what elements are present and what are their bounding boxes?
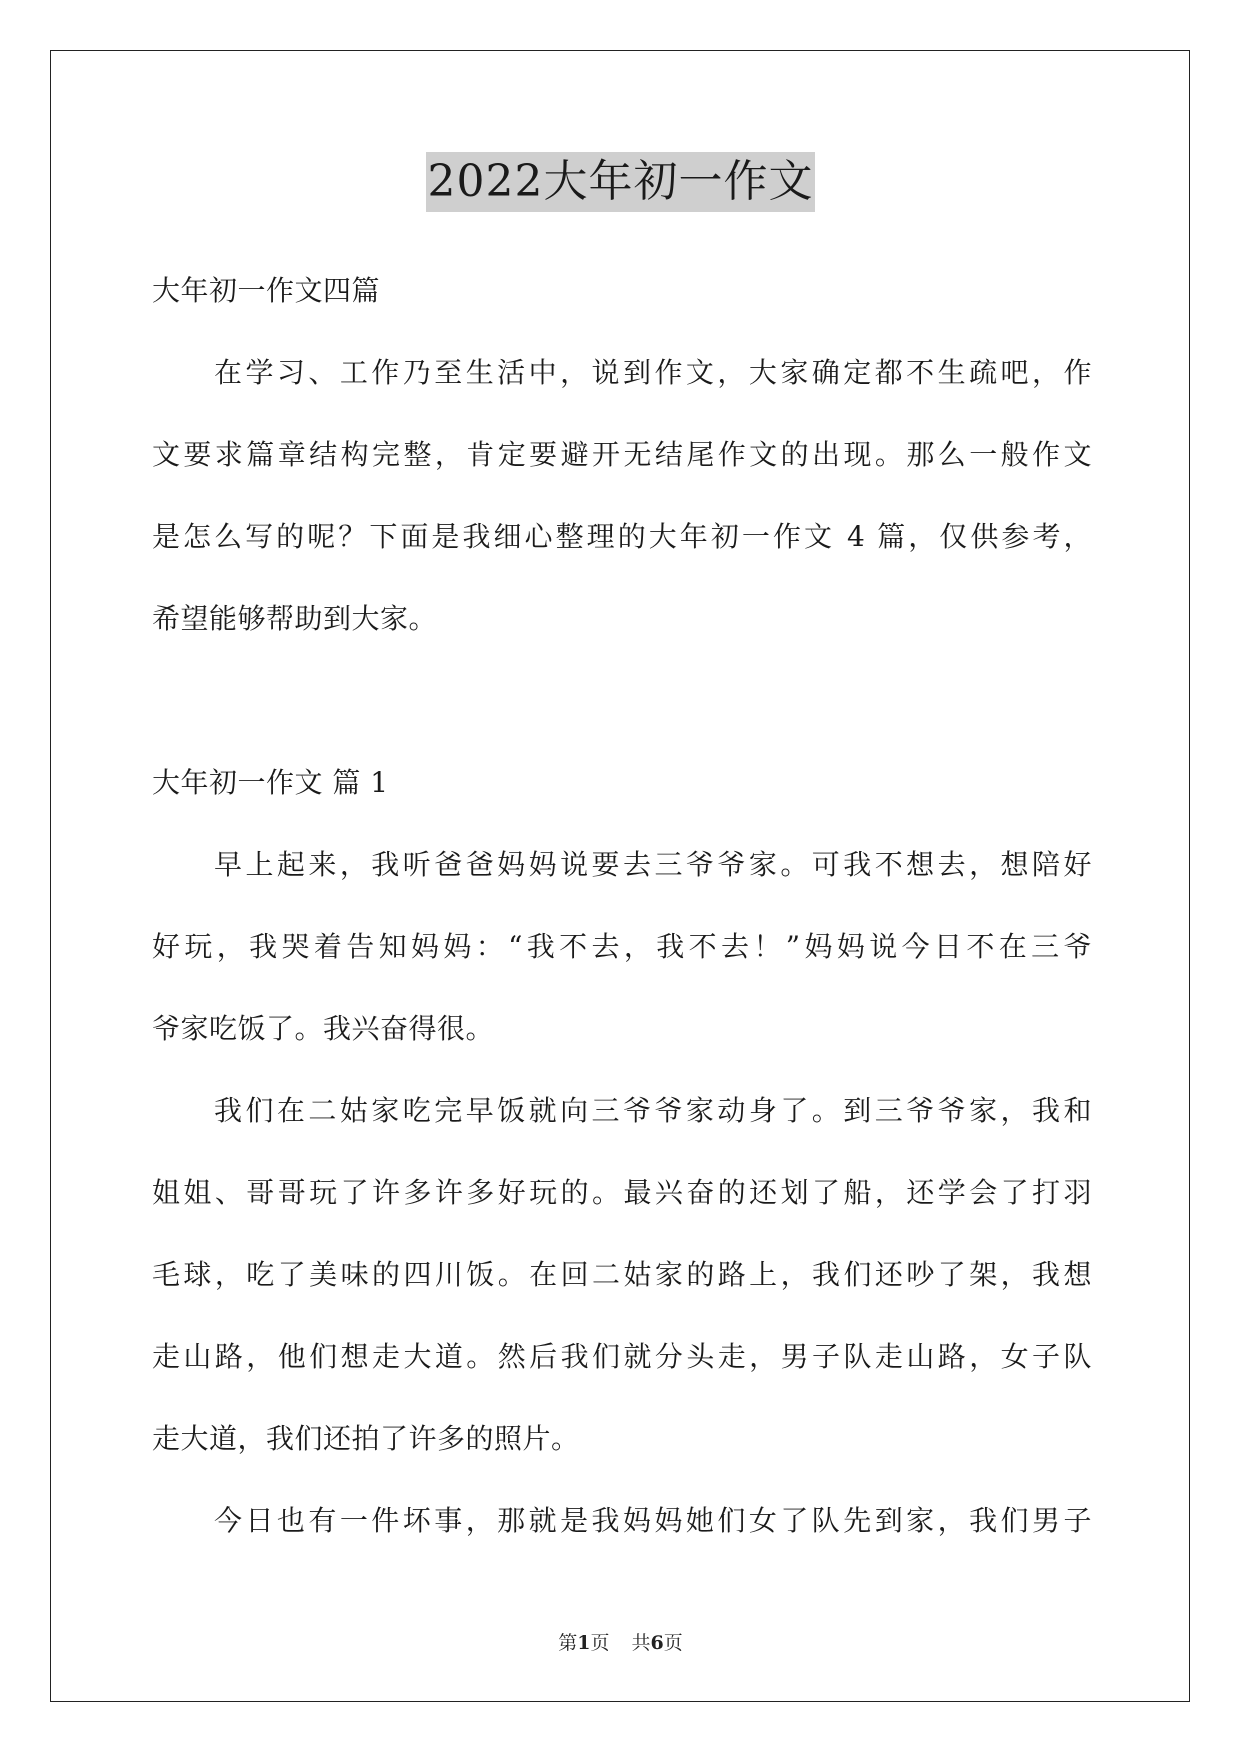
paragraph-line: 爷家吃饭了。我兴奋得很。 [152, 1012, 495, 1045]
paragraph-line: 在学习、工作乃至生活中，说到作文，大家确定都不生疏吧，作 [214, 356, 1092, 389]
paragraph-line: 我们在二姑家吃完早饭就向三爷爷家动身了。到三爷爷家，我和 [214, 1094, 1092, 1127]
total-page-number: 6 [650, 1632, 664, 1654]
paragraph-line: 希望能够帮助到大家。 [152, 602, 438, 635]
paragraph-line: 是怎么写的呢？下面是我细心整理的大年初一作文 4 篇，仅供参考， [152, 520, 1092, 553]
title-container [0, 152, 1241, 212]
section-heading: 大年初一作文 篇 1 [152, 766, 389, 799]
paragraph-line: 早上起来，我听爸爸妈妈说要去三爷爷家。可我不想去，想陪好 [214, 848, 1092, 881]
page-label-suffix: 页 [590, 1632, 610, 1654]
paragraph-line: 走大道，我们还拍了许多的照片。 [152, 1422, 580, 1455]
section-heading: 大年初一作文四篇 [152, 274, 381, 307]
paragraph-line: 好玩，我哭着告知妈妈：“我不去，我不去！”妈妈说今日不在三爷 [152, 930, 1092, 963]
paragraph-line: 今日也有一件坏事，那就是我妈妈她们女了队先到家，我们男子 [214, 1504, 1092, 1537]
total-label-prefix: 共 [631, 1632, 651, 1654]
paragraph-line: 姐姐、哥哥玩了许多许多好玩的。最兴奋的还划了船，还学会了打羽 [152, 1176, 1092, 1209]
spacer [152, 672, 1092, 754]
paragraph-line: 走山路，他们想走大道。然后我们就分头走，男子队走山路，女子队 [152, 1340, 1092, 1373]
document-body [152, 262, 1092, 1574]
paragraph-line: 文要求篇章结构完整，肯定要避开无结尾作文的出现。那么一般作文 [152, 438, 1092, 471]
paragraph-line: 毛球，吃了美味的四川饭。在回二姑家的路上，我们还吵了架，我想 [152, 1258, 1092, 1291]
total-label-suffix: 页 [663, 1632, 683, 1654]
document-title: 2022大年初一作文 [426, 152, 816, 212]
current-page-number: 1 [577, 1632, 591, 1654]
page-footer [0, 1628, 1241, 1655]
page-label-prefix: 第 [558, 1632, 578, 1654]
